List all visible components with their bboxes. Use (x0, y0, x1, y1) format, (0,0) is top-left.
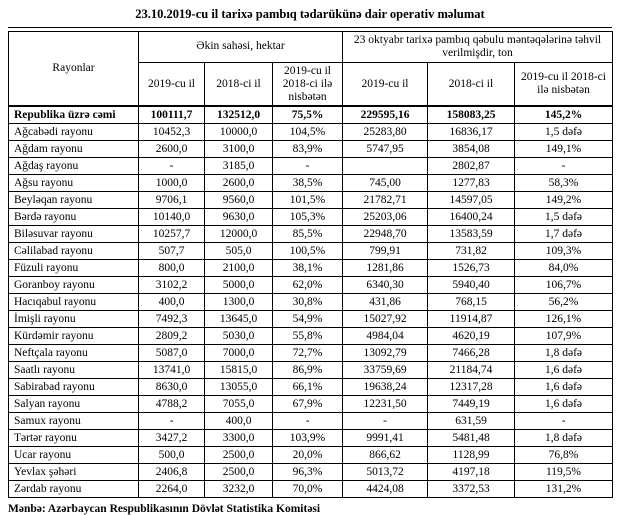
region-cell: Salyan rayonu (9, 396, 139, 413)
value-cell: 13741,0 (139, 362, 205, 379)
value-cell: 1281,86 (343, 260, 428, 277)
value-cell: 9630,0 (205, 209, 273, 226)
table-header (9, 32, 613, 107)
value-cell: - (515, 158, 613, 175)
value-cell: 3854,08 (428, 141, 515, 158)
region-cell: Kürdəmir rayonu (9, 328, 139, 345)
value-cell: 799,91 (343, 243, 428, 260)
value-cell: 3185,0 (205, 158, 273, 175)
value-cell: 9706,1 (139, 192, 205, 209)
table-row (9, 311, 613, 328)
value-cell: 30,8% (273, 294, 343, 311)
value-cell: 7055,0 (205, 396, 273, 413)
value-cell: 1128,99 (428, 447, 515, 464)
value-cell: 75,5% (273, 106, 343, 124)
value-cell: 731,82 (428, 243, 515, 260)
value-cell: 1300,0 (205, 294, 273, 311)
region-cell: Neftçala rayonu (9, 345, 139, 362)
value-cell: 2500,0 (205, 447, 273, 464)
region-cell: İmişli rayonu (9, 311, 139, 328)
value-cell: 16400,24 (428, 209, 515, 226)
value-cell: 21184,74 (428, 362, 515, 379)
table-row (9, 345, 613, 362)
region-cell: Füzuli rayonu (9, 260, 139, 277)
value-cell: 13583,59 (428, 226, 515, 243)
value-cell: 2600,0 (139, 141, 205, 158)
value-cell: 62,0% (273, 277, 343, 294)
value-cell: 8630,0 (139, 379, 205, 396)
region-cell: Biləsuvar rayonu (9, 226, 139, 243)
value-cell: 3300,0 (205, 430, 273, 447)
table-row (9, 192, 613, 209)
value-cell: 104,5% (273, 124, 343, 141)
value-cell: 4424,08 (343, 481, 428, 498)
value-cell: 145,2% (515, 106, 613, 124)
value-cell: 12000,0 (205, 226, 273, 243)
value-cell: 1,7 dəfə (515, 226, 613, 243)
value-cell: 505,0 (205, 243, 273, 260)
value-cell: 58,3% (515, 175, 613, 192)
value-cell: 119,5% (515, 464, 613, 481)
value-cell: 105,3% (273, 209, 343, 226)
table-row (9, 447, 613, 464)
value-cell: 1,5 dəfə (515, 124, 613, 141)
value-cell: 5747,95 (343, 141, 428, 158)
value-cell: 72,7% (273, 345, 343, 362)
value-cell: - (343, 413, 428, 430)
region-cell: Ucar rayonu (9, 447, 139, 464)
value-cell: 107,9% (515, 328, 613, 345)
value-cell: 2500,0 (205, 464, 273, 481)
value-cell: 7000,0 (205, 345, 273, 362)
value-cell: 1,6 dəfə (515, 379, 613, 396)
value-cell: 56,2% (515, 294, 613, 311)
report-title: 23.10.2019-cu il tarixə pambıq tədarükünə dair operativ məlumat (8, 5, 612, 28)
value-cell: 149,2% (515, 192, 613, 209)
value-cell: 109,3% (515, 243, 613, 260)
source-note: Mənbə: Azərbaycan Respublikasının Dövlət Statistika Komitəsi (8, 503, 321, 515)
sub-header-ton-2019: 2019-cu il (343, 62, 428, 106)
value-cell: 96,3% (273, 464, 343, 481)
table-row (9, 481, 613, 498)
value-cell: 13055,0 (205, 379, 273, 396)
value-cell: 83,9% (273, 141, 343, 158)
region-cell: Saatlı rayonu (9, 362, 139, 379)
region-cell: Samux rayonu (9, 413, 139, 430)
value-cell: 5030,0 (205, 328, 273, 345)
table-row (9, 277, 613, 294)
value-cell: 4197,18 (428, 464, 515, 481)
value-cell: 103,9% (273, 430, 343, 447)
value-cell: 22948,70 (343, 226, 428, 243)
value-cell: - (273, 158, 343, 175)
value-cell: 10452,3 (139, 124, 205, 141)
value-cell: 11914,87 (428, 311, 515, 328)
value-cell: 7492,3 (139, 311, 205, 328)
table-body (9, 106, 613, 498)
table-row (9, 294, 613, 311)
value-cell: 85,5% (273, 226, 343, 243)
region-cell: Bərdə rayonu (9, 209, 139, 226)
region-cell: Beyləqan rayonu (9, 192, 139, 209)
region-cell: Cəlilabad rayonu (9, 243, 139, 260)
value-cell: 12231,50 (343, 396, 428, 413)
value-cell: 5940,40 (428, 277, 515, 294)
value-cell: 2406,8 (139, 464, 205, 481)
column-group-sown-area: Əkin sahəsi, hektar (139, 32, 343, 63)
value-cell: 2802,87 (428, 158, 515, 175)
value-cell: 1,5 dəfə (515, 209, 613, 226)
table-row (9, 141, 613, 158)
value-cell: 10257,7 (139, 226, 205, 243)
value-cell: 7466,28 (428, 345, 515, 362)
region-cell: Ağcabədi rayonu (9, 124, 139, 141)
value-cell: 866,62 (343, 447, 428, 464)
table-row (9, 328, 613, 345)
table-row (9, 175, 613, 192)
value-cell: 131,2% (515, 481, 613, 498)
value-cell: 1,8 dəfə (515, 430, 613, 447)
value-cell: 25283,80 (343, 124, 428, 141)
value-cell: 9560,0 (205, 192, 273, 209)
sub-header-ton-ratio: 2019-cu il 2018-ci ilə nisbətən (515, 62, 613, 106)
value-cell: 106,7% (515, 277, 613, 294)
value-cell (343, 158, 428, 175)
region-cell: Zərdab rayonu (9, 481, 139, 498)
value-cell: 70,0% (273, 481, 343, 498)
value-cell: - (515, 413, 613, 430)
value-cell: 54,9% (273, 311, 343, 328)
value-cell: 20,0% (273, 447, 343, 464)
value-cell: 100,5% (273, 243, 343, 260)
value-cell: 5087,0 (139, 345, 205, 362)
value-cell: 2600,0 (205, 175, 273, 192)
data-table (8, 31, 613, 498)
value-cell: 5481,48 (428, 430, 515, 447)
region-cell: Tərtər rayonu (9, 430, 139, 447)
value-cell: 10000,0 (205, 124, 273, 141)
value-cell: 67,9% (273, 396, 343, 413)
value-cell: - (273, 413, 343, 430)
value-cell: 25203,06 (343, 209, 428, 226)
table-row (9, 158, 613, 175)
table-row (9, 362, 613, 379)
value-cell: 33759,69 (343, 362, 428, 379)
value-cell: 800,0 (139, 260, 205, 277)
value-cell: 3372,53 (428, 481, 515, 498)
table-row (9, 124, 613, 141)
table-row (9, 464, 613, 481)
value-cell: 4788,2 (139, 396, 205, 413)
value-cell: 55,8% (273, 328, 343, 345)
value-cell: 38,5% (273, 175, 343, 192)
value-cell: 13092,79 (343, 345, 428, 362)
value-cell: 7449,19 (428, 396, 515, 413)
value-cell: 6340,30 (343, 277, 428, 294)
value-cell: 1,8 dəfə (515, 345, 613, 362)
value-cell: 1,6 dəfə (515, 396, 613, 413)
value-cell: 19638,24 (343, 379, 428, 396)
value-cell: 4620,19 (428, 328, 515, 345)
value-cell: 5013,72 (343, 464, 428, 481)
value-cell: 400,0 (205, 413, 273, 430)
value-cell: 2100,0 (205, 260, 273, 277)
value-cell: 84,0% (515, 260, 613, 277)
value-cell: 768,15 (428, 294, 515, 311)
value-cell: 3102,2 (139, 277, 205, 294)
value-cell: 16836,17 (428, 124, 515, 141)
value-cell: 14597,05 (428, 192, 515, 209)
region-cell: Republika üzrə cəmi (9, 106, 139, 124)
value-cell: 3232,0 (205, 481, 273, 498)
value-cell: 4984,04 (343, 328, 428, 345)
region-cell: Goranboy rayonu (9, 277, 139, 294)
value-cell: 15027,92 (343, 311, 428, 328)
table-row (9, 379, 613, 396)
sub-header-ton-2018: 2018-ci il (428, 62, 515, 106)
value-cell: 149,1% (515, 141, 613, 158)
column-header-rayonlar: Rayonlar (9, 32, 139, 107)
region-cell: Yevlax şəhəri (9, 464, 139, 481)
value-cell: 500,0 (139, 447, 205, 464)
value-cell: 10140,0 (139, 209, 205, 226)
value-cell: 431,86 (343, 294, 428, 311)
sub-header-area-ratio: 2019-cu il 2018-ci ilə nisbətən (273, 62, 343, 106)
value-cell: 1000,0 (139, 175, 205, 192)
table-row (9, 226, 613, 243)
table-row (9, 413, 613, 430)
value-cell: 76,8% (515, 447, 613, 464)
region-cell: Sabirabad rayonu (9, 379, 139, 396)
value-cell: 38,1% (273, 260, 343, 277)
summary-row (9, 106, 613, 124)
value-cell: - (139, 158, 205, 175)
value-cell: 126,1% (515, 311, 613, 328)
value-cell: 12317,28 (428, 379, 515, 396)
value-cell: 631,59 (428, 413, 515, 430)
value-cell: 100111,7 (139, 106, 205, 124)
value-cell: 2264,0 (139, 481, 205, 498)
value-cell: 507,7 (139, 243, 205, 260)
value-cell: 5000,0 (205, 277, 273, 294)
value-cell: 21782,71 (343, 192, 428, 209)
table-row (9, 396, 613, 413)
value-cell: 13645,0 (205, 311, 273, 328)
table-row (9, 430, 613, 447)
table-row (9, 260, 613, 277)
value-cell: 2809,2 (139, 328, 205, 345)
column-group-delivered-cotton: 23 oktyabr tarixə pambıq qəbulu məntəqələrinə təhvil verilmişdir, ton (343, 32, 613, 63)
region-cell: Ağdaş rayonu (9, 158, 139, 175)
value-cell: 101,5% (273, 192, 343, 209)
value-cell: 3427,2 (139, 430, 205, 447)
value-cell: 1277,83 (428, 175, 515, 192)
value-cell: - (139, 413, 205, 430)
value-cell: 132512,0 (205, 106, 273, 124)
value-cell: 158083,25 (428, 106, 515, 124)
table-row (9, 243, 613, 260)
sub-header-area-2019: 2019-cu il (139, 62, 205, 106)
value-cell: 1,6 dəfə (515, 362, 613, 379)
region-cell: Ağdam rayonu (9, 141, 139, 158)
sub-header-area-2018: 2018-ci il (205, 62, 273, 106)
table-row (9, 209, 613, 226)
value-cell: 15815,0 (205, 362, 273, 379)
value-cell: 86,9% (273, 362, 343, 379)
value-cell: 229595,16 (343, 106, 428, 124)
value-cell: 745,00 (343, 175, 428, 192)
value-cell: 400,0 (139, 294, 205, 311)
region-cell: Ağsu rayonu (9, 175, 139, 192)
value-cell: 3100,0 (205, 141, 273, 158)
value-cell: 9991,41 (343, 430, 428, 447)
value-cell: 66,1% (273, 379, 343, 396)
value-cell: 1526,73 (428, 260, 515, 277)
region-cell: Hacıqabul rayonu (9, 294, 139, 311)
header-group-row (9, 32, 613, 63)
